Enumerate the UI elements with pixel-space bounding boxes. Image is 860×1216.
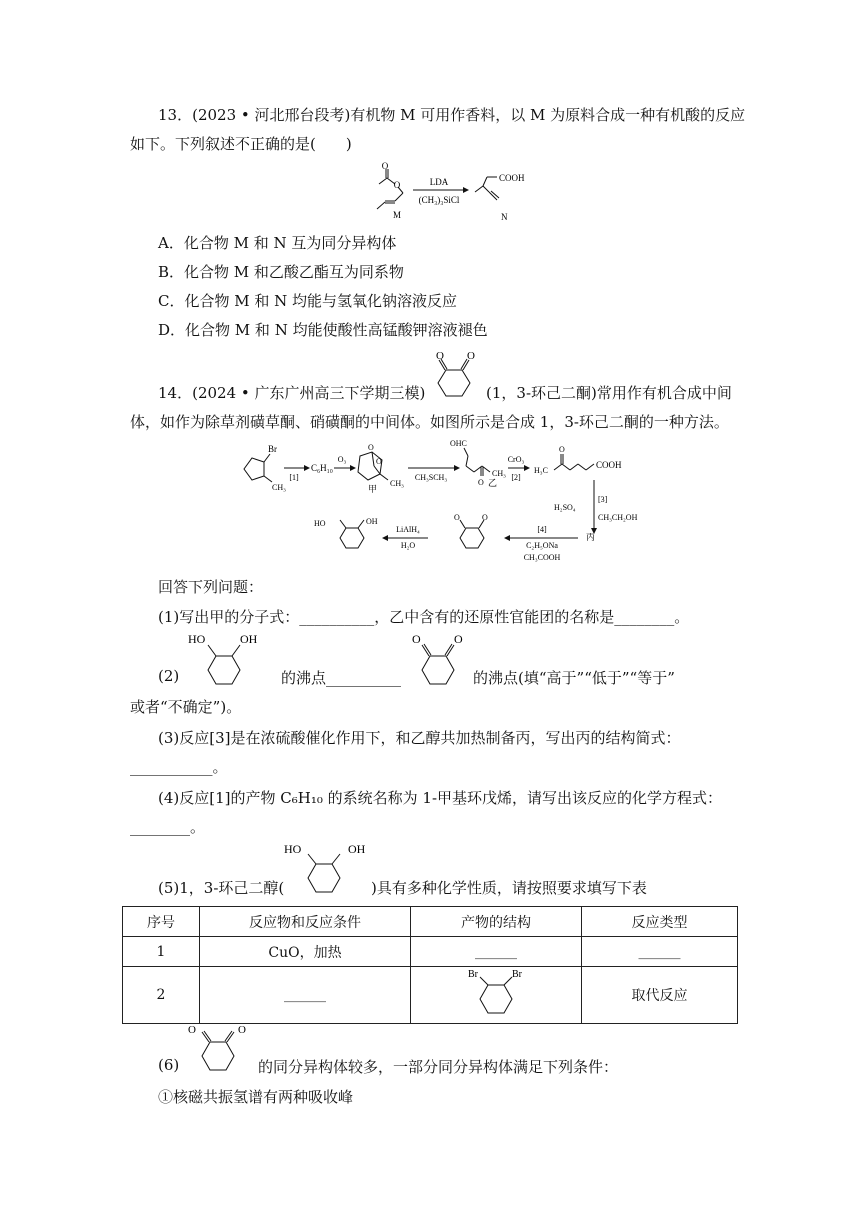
q14-part6-b: 的同分异构体较多，一部分同分异构体满足下列条件：	[258, 1058, 619, 1076]
q13-reaction-scheme	[355, 160, 535, 230]
o-atom: O	[559, 445, 565, 454]
q13-label-n: N	[501, 212, 508, 222]
q14-intro-line2: 体，如作为除草剂磺草酮、硝磺酮的中间体。如图所示是合成 1，3-环己二酮的一种方法。	[130, 413, 729, 431]
q13-reagent-top: LDA	[429, 177, 449, 187]
h2o-label: H₂O	[400, 541, 416, 550]
o-atom: O	[238, 1024, 246, 1036]
table-cell: 取代反应	[582, 967, 738, 1024]
h3c-label: H₃C	[534, 466, 548, 475]
yi-label: 乙	[488, 478, 498, 488]
ohc-label: OHC	[450, 439, 467, 448]
q13-option-c: C．化合物 M 和 N 均能与氢氧化钠溶液反应	[158, 292, 458, 310]
q14-part2-line2: 或者“不确定”)。	[130, 698, 242, 716]
jia-label: 甲	[368, 484, 378, 494]
table-header-row	[123, 907, 738, 937]
cyclohexanedione-structure	[398, 628, 478, 698]
q14-part6-condition1: ①核磁共振氢谱有两种吸收峰	[158, 1088, 354, 1106]
step1-label: [1]	[289, 473, 299, 482]
cro3-label: CrO₃	[507, 455, 525, 464]
c2h5ona-label: C₂H₅ONa	[526, 541, 558, 550]
br-label: Br	[268, 444, 277, 454]
br-label: Br	[512, 969, 522, 980]
q13-option-a: A．化合物 M 和 N 互为同分异构体	[158, 234, 397, 252]
oh-label: OH	[240, 632, 258, 646]
table-cell-blank[interactable]: ______	[200, 967, 411, 1024]
q14-part2-a: (2)	[158, 667, 180, 685]
ho-label: HO	[314, 519, 326, 528]
table-cell-blank[interactable]: ______	[582, 937, 738, 967]
table-header: 序号	[123, 907, 200, 937]
step2-label: [2]	[511, 473, 521, 482]
cyclohexanediol-structure	[180, 628, 270, 698]
table-header: 反应类型	[582, 907, 738, 937]
q13-option-b: B．化合物 M 和乙酸乙酯互为同系物	[158, 263, 404, 281]
bing-label: 丙	[586, 532, 596, 542]
table-cell: 1	[123, 937, 200, 967]
ch3-label: CH₃	[492, 469, 506, 478]
q13-option-d: D．化合物 M 和 N 均能使酸性高锰酸钾溶液褪色	[158, 321, 488, 339]
step3-label: [3]	[598, 495, 608, 504]
lialh4-label: LiAlH₄	[396, 525, 420, 534]
o-atom: O	[412, 632, 421, 646]
ch3sch3-label: CH₃SCH₃	[414, 473, 448, 482]
cooh-label: COOH	[596, 460, 622, 470]
q13-reagent-bottom: (CH₃)₃SiCl	[418, 195, 460, 205]
table-row	[123, 937, 738, 967]
q14-part2-c: 的沸点(填“高于”“低于”“等于”	[473, 669, 675, 687]
o-atom: O	[454, 513, 460, 522]
q13-o-ester: O	[393, 180, 401, 190]
q14-part3-line2: ___________。	[130, 758, 228, 776]
cyclohexanedione-structure	[176, 1022, 260, 1078]
o3-label: O₃	[337, 455, 347, 464]
table-header: 产物的结构	[411, 907, 582, 937]
h2so4-label: H₂SO₄	[554, 503, 576, 512]
o-atom: O	[376, 457, 382, 466]
q14-answer-intro: 回答下列问题：	[158, 578, 264, 596]
o-atom: O	[467, 350, 475, 362]
q14-intro-b: (1，3-环己二酮)常用作有机合成中间	[486, 384, 732, 402]
ch3cooh-label: CH₃COOH	[523, 553, 561, 562]
cyclohexanediol-structure	[278, 840, 374, 904]
ho-label: HO	[188, 632, 206, 646]
table-cell: 2	[123, 967, 200, 1024]
o-atom: O	[436, 350, 444, 362]
ch3ch2oh-label: CH₃CH₂OH	[598, 513, 638, 522]
q14-part2-b: 的沸点__________	[281, 669, 402, 687]
o-atom: O	[368, 443, 374, 452]
step4-label: [4]	[537, 525, 547, 534]
oh-label: OH	[366, 517, 378, 526]
br-label: Br	[468, 969, 478, 980]
table-cell-structure	[411, 967, 582, 1024]
q13-cooh: COOH	[499, 173, 525, 183]
oh-label: OH	[348, 842, 366, 856]
q13-label-m: M	[393, 210, 402, 220]
table-header: 反应物和反应条件	[200, 907, 411, 937]
q13-line2: 如下。下列叙述不正确的是( )	[130, 135, 352, 153]
q14-part4-line2: ________。	[130, 818, 206, 836]
table-row	[123, 967, 738, 1024]
table-cell: CuO，加热	[200, 937, 411, 967]
ch3-label: CH₃	[390, 479, 404, 488]
q14-part4-line1: (4)反应[1]的产物 C₆H₁₀ 的系统名称为 1-甲基环戊烯，请写出该反应的化学方程式：	[158, 789, 723, 807]
q14-intro-a: 14．(2024 • 广东广州高三下学期三模)	[158, 384, 426, 402]
c6h10-label: C₆H₁₀	[311, 463, 333, 473]
o-atom: O	[482, 513, 488, 522]
q14-part5-b: )具有多种化学性质，请按照要求填写下表	[371, 879, 647, 897]
q14-answer-table	[122, 906, 738, 1024]
o-atom: O	[478, 478, 484, 487]
table-cell-blank[interactable]: ______	[411, 937, 582, 967]
cyclohexanedione-structure	[420, 348, 492, 408]
ch3-label: CH₃	[272, 483, 286, 492]
q14-synthesis-scheme	[228, 436, 678, 568]
o-atom: O	[188, 1024, 196, 1036]
o-atom: O	[454, 632, 463, 646]
ho-label: HO	[284, 842, 302, 856]
q13-o-carbonyl: O	[381, 161, 389, 171]
q13-line1: 13．(2023 • 河北邢台段考)有机物 M 可用作香料，以 M 为原料合成一种有机酸的反应	[158, 106, 746, 124]
dibromocyclohexane-structure	[446, 967, 546, 1019]
q14-part6-a: (6)	[158, 1056, 180, 1074]
q14-part5-a: (5)1，3-环己二醇(	[158, 879, 285, 897]
q14-part1: (1)写出甲的分子式：__________，乙中含有的还原性官能团的名称是________。	[158, 608, 690, 626]
q14-part3-line1: (3)反应[3]是在浓硫酸催化作用下，和乙醇共加热制备丙，写出丙的结构简式：	[158, 729, 681, 747]
